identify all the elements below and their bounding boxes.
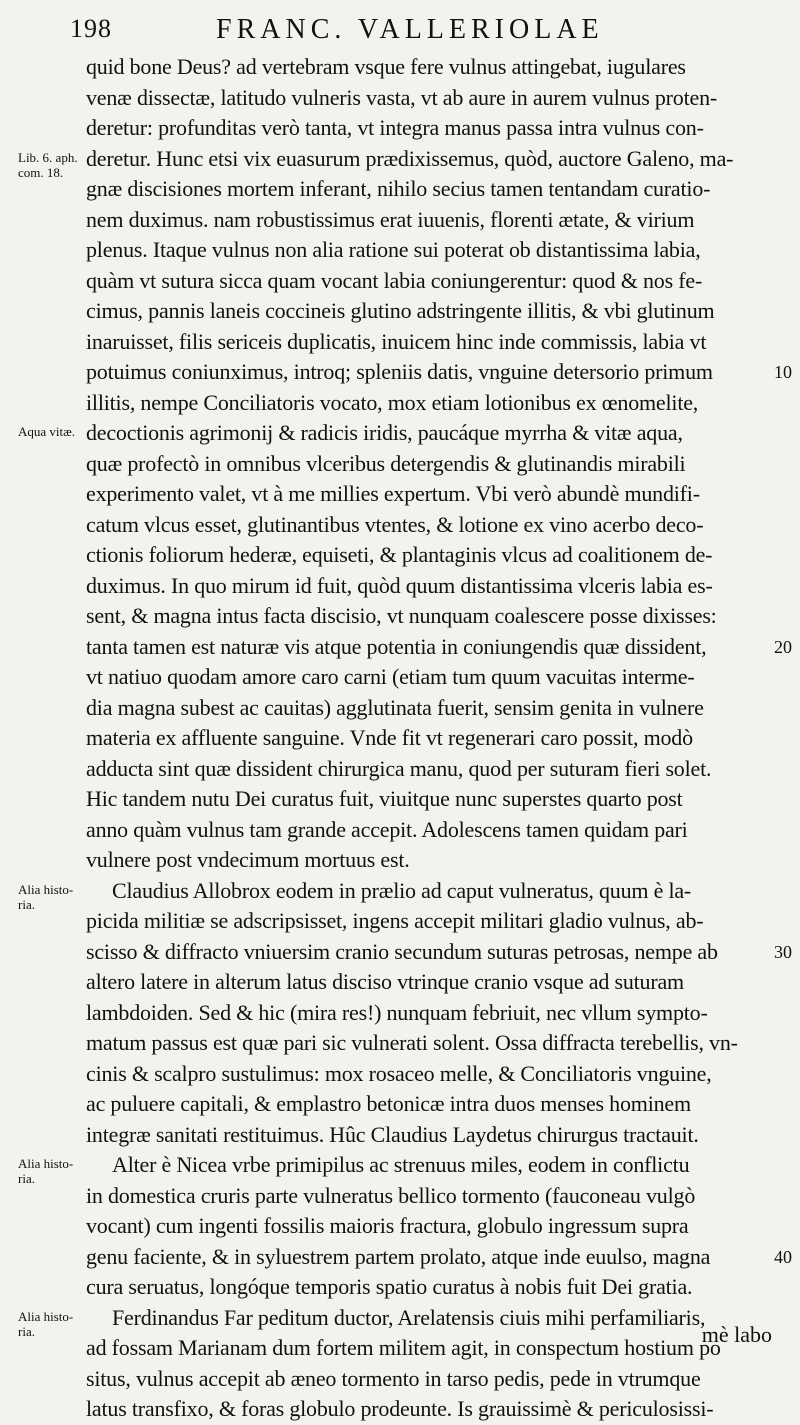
marginal-note: Lib. 6. aph. com. 18. bbox=[18, 149, 78, 180]
text-line: plenus. Itaque vulnus non alia ratione sui poterat ob distantissima labia, bbox=[86, 237, 701, 262]
text-line: altero latere in alterum latus disciso vtrinque cranio vsque ad suturam bbox=[86, 969, 684, 994]
text-line: integræ sanitati restituimus. Hûc Claudius Laydetus chirurgus tractauit. bbox=[86, 1121, 699, 1147]
text-line: cura seruatus, longóque temporis spatio curatus à nobis fuit Dei gratia. bbox=[86, 1274, 693, 1299]
text-line: sent, & magna intus facta discisio, vt nunquam coalescere posse dixisses: bbox=[86, 603, 717, 628]
marginal-note: Alia histo-ria. bbox=[18, 1308, 74, 1339]
text-line: potuimus coniunximus, introq; spleniis datis, vnguine detersorio primum bbox=[86, 359, 713, 384]
line-number: 40 bbox=[774, 1246, 792, 1267]
text-line: catum vlcus esset, glutinantibus vtentes, & lotione ex vino acerbo deco- bbox=[86, 511, 704, 537]
text-line: adducta sint quæ dissident chirurgica manu, quod per suturam fieri solet. bbox=[86, 755, 712, 781]
text-line: picida militiæ se adscripsisset, ingens accepit militari gladio vulnus, ab- bbox=[86, 908, 704, 933]
text-line: deretur: profunditas verò tanta, vt integra manus passa intra vulnus con- bbox=[86, 115, 704, 140]
text-line: Alter è Nicea vrbe primipilus ac strenuus miles, eodem in conflictu bbox=[112, 1152, 690, 1177]
text-line: decoctionis agrimonij & radicis iridis, paucáque myrrha & vitæ aqua, bbox=[86, 420, 683, 445]
text-line: genu faciente, & in syluestrem partem prolato, atque inde euulso, magna bbox=[86, 1243, 711, 1269]
main-text bbox=[86, 52, 768, 1425]
text-line: vt natiuo quodam amore caro carni (etiam tum quum vacuitas interme- bbox=[86, 664, 695, 689]
text-line: duximus. In quo mirum id fuit, quòd quum distantissima vlceris labia es- bbox=[86, 572, 713, 598]
text-line: lambdoiden. Sed & hic (mira res!) nunquam febriuit, nec vllum sympto- bbox=[86, 999, 708, 1025]
text-line: nem duximus. nam robustissimus erat iuuenis, florenti ætate, & virium bbox=[86, 206, 695, 232]
text-line: deretur. Hunc etsi vix euasurum prædixissemus, quòd, auctore Galeno, ma- bbox=[86, 145, 734, 171]
line-number: 30 bbox=[774, 941, 792, 962]
catchword: mè labo bbox=[701, 1322, 772, 1347]
text-line: Claudius Allobrox eodem in prælio ad caput vulneratus, quum è la- bbox=[112, 877, 692, 903]
text-line: experimento valet, vt à me millies expertum. Vbi verò abundè mundifi- bbox=[86, 481, 700, 506]
line-number: 10 bbox=[774, 362, 792, 382]
text-line: quæ profectò in omnibus vlceribus detergendis & glutinandis mirabili bbox=[86, 450, 686, 476]
text-line: Hic tandem nutu Dei curatus fuit, viuitque nunc superstes quarto post bbox=[86, 786, 683, 811]
text-line: materia ex affluente sanguine. Vnde fit vt regenerari caro possit, modò bbox=[86, 725, 693, 750]
text-line: latus transfixo, & foras globulo prodeunte. Is grauissimè & periculosissi- bbox=[86, 1396, 714, 1421]
text-line: ad fossam Marianam dum fortem militem agit, in conspectum hostium po bbox=[86, 1335, 721, 1360]
text-line: cinis & scalpro sustulimus: mox rosaceo melle, & Conciliatoris vnguine, bbox=[86, 1060, 712, 1086]
text-line: in domestica cruris parte vulneratus bellico tormento (fauconeau vulgò bbox=[86, 1182, 696, 1208]
marginal-note: Alia histo-ria. bbox=[18, 1156, 74, 1186]
text-line: matum passus est quæ pari sic vulnerati solent. Ossa diffracta terebellis, vn- bbox=[86, 1030, 738, 1055]
text-line: Ferdinandus Far peditum ductor, Arelatensis ciuis mihi perfamiliaris, bbox=[112, 1304, 706, 1330]
text-line: vocant) cum ingenti fossilis maioris fractura, globulo ingressum supra bbox=[86, 1213, 689, 1238]
text-line: venæ dissectæ, latitudo vulneris vasta, vt ab aure in aurem vulnus proten- bbox=[86, 84, 717, 110]
text-line: scisso & diffracto vniuersim cranio secundum suturas petrosas, nempe ab bbox=[86, 938, 718, 964]
text-line: ac puluere capitali, & emplastro betonicæ intra duos menses hominem bbox=[86, 1091, 691, 1116]
text-line: anno quàm vulnus tam grande accepit. Adolescens tamen quidam pari bbox=[86, 816, 688, 842]
text-line: inaruisset, filis sericeis duplicatis, inuicem hinc inde commissis, labia vt bbox=[86, 328, 707, 354]
marginal-note: Aqua vitæ. bbox=[18, 424, 76, 439]
text-line: dia magna subest ac cauitas) agglutinata fuerit, sensim genita in vulnere bbox=[86, 694, 704, 720]
text-line: gnæ discisiones mortem inferant, nihilo secius tamen tentandam curatio- bbox=[86, 176, 711, 201]
text-line: ctionis foliorum hederæ, equiseti, & plantaginis vlcus ad coalitionem de- bbox=[86, 542, 713, 567]
line-number: 20 bbox=[774, 636, 792, 657]
text-line: quid bone Deus? ad vertebram vsque fere vulnus attingebat, iugulares bbox=[86, 54, 686, 79]
page-number: 198 bbox=[70, 14, 112, 43]
text-line: situs, vulnus accepit ab æneo tormento in tarso pedis, pede in vtrumque bbox=[86, 1365, 701, 1391]
page-header bbox=[70, 14, 770, 50]
text-line: illitis, nempe Conciliatoris vocato, mox etiam lotionibus ex œnomelite, bbox=[86, 389, 699, 415]
text-line: quàm vt sutura sicca quam vocant labia coniungerentur: quod & nos fe- bbox=[86, 267, 703, 293]
text-line: cimus, pannis laneis coccineis glutino adstringente illitis, & vbi glutinum bbox=[86, 298, 715, 323]
marginal-note: Alia histo-ria. bbox=[18, 881, 74, 912]
running-head: FRANC. VALLERIOLAE bbox=[216, 14, 604, 45]
text-line: tanta tamen est naturæ vis atque potentia in coniungendis quæ dissident, bbox=[86, 633, 707, 659]
text-line: vulnere post vndecimum mortuus est. bbox=[86, 847, 410, 872]
